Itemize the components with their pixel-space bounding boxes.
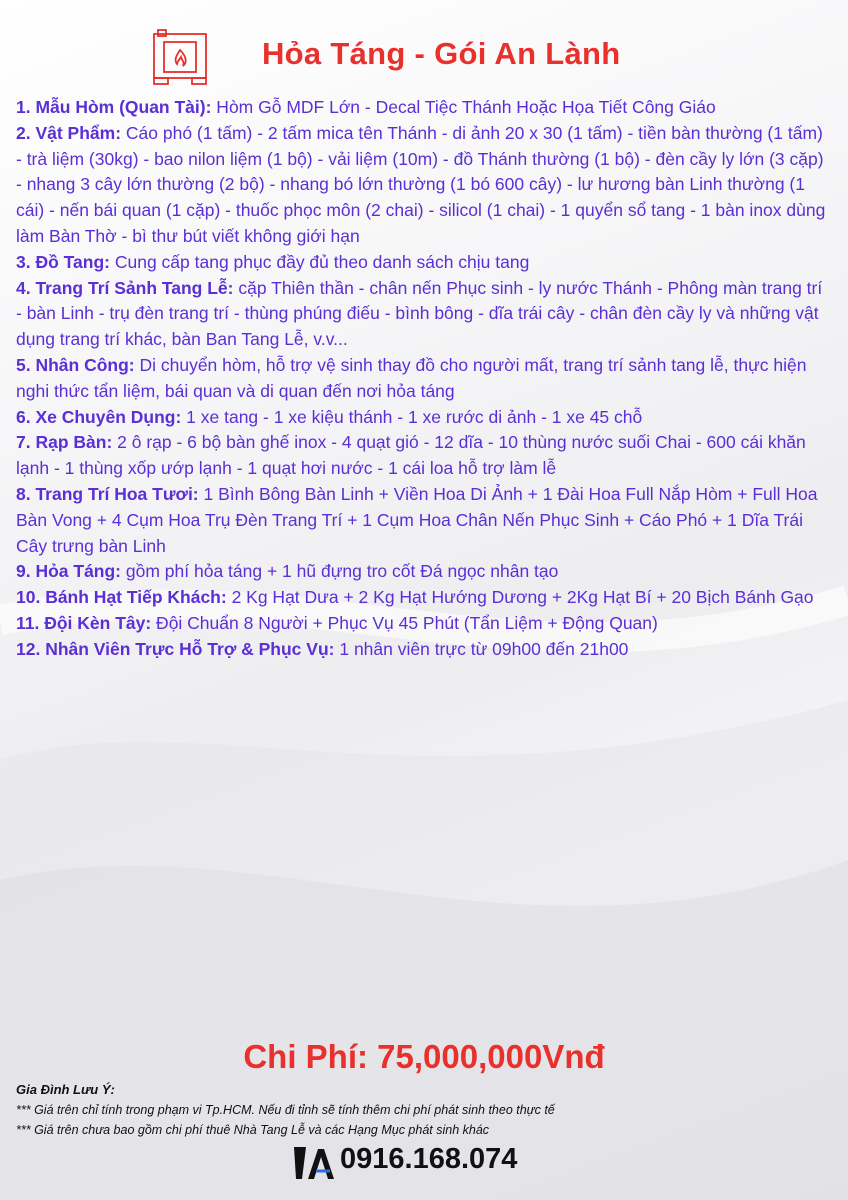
package-item-label: 1. Mẫu Hòm (Quan Tài): xyxy=(16,97,212,117)
package-item-label: 5. Nhân Công: xyxy=(16,354,135,375)
package-item-text: gồm phí hỏa táng + 1 hũ đựng tro cốt Đá ngọc nhân tạo xyxy=(121,561,559,582)
package-item xyxy=(16,405,832,431)
package-item xyxy=(16,250,832,276)
package-item xyxy=(16,585,832,611)
package-item xyxy=(16,611,832,637)
package-item-text: Di chuyển hòm, hỗ trợ vệ sinh thay đồ cho người mất, trang trí sảnh tang lễ, thực hiện nghi thức tẩn liệm, bái quan và di quan đến nơi hỏa táng xyxy=(16,354,807,401)
package-item xyxy=(16,95,832,121)
package-item xyxy=(16,276,832,353)
package-item-label: 7. Rạp Bàn: xyxy=(16,432,113,453)
package-item-label: 10. Bánh Hạt Tiếp Khách: xyxy=(16,587,227,608)
package-item-text: Đội Chuẩn 8 Người + Phục Vụ 45 Phút (Tẩn Liệm + Động Quan) xyxy=(151,612,658,633)
phone-number[interactable]: 0916.168.074 xyxy=(340,1143,518,1175)
note-line: *** Giá trên chưa bao gồm chi phí thuê Nhà Tang Lễ và các Hạng Mục phát sinh khác xyxy=(16,1123,490,1137)
package-item-text: Hòm Gỗ MDF Lớn - Decal Tiệc Thánh Hoặc Họa Tiết Công Giáo xyxy=(211,97,716,117)
package-item-label: 12. Nhân Viên Trực Hỗ Trợ & Phục Vụ: xyxy=(16,638,335,659)
package-item-text: 2 ô rạp - 6 bộ bàn ghế inox - 4 quạt gió - 12 dĩa - 10 thùng nước suối Chai - 600 cái khăn lạnh - 1 thùng xốp ướp lạnh - 1 quạt hơi nước - 1 cái loa hỗ trợ làm lễ xyxy=(16,432,806,479)
package-item-label: 3. Đồ Tang: xyxy=(16,251,110,272)
package-item-list xyxy=(16,95,832,663)
price-total: Chi Phí: 75,000,000Vnđ xyxy=(243,1038,605,1075)
package-item-text: 2 Kg Hạt Dưa + 2 Kg Hạt Hướng Dương + 2Kg Hạt Bí + 20 Bịch Bánh Gạo xyxy=(226,587,814,608)
note-line: *** Giá trên chỉ tính trong phạm vi Tp.HCM. Nếu đi tỉnh sẽ tính thêm chi phí phát sinh theo thực tế xyxy=(16,1103,555,1117)
package-item-label: 11. Đội Kèn Tây: xyxy=(16,612,152,633)
package-item-text: Cáo phó (1 tấm) - 2 tấm mica tên Thánh - di ảnh 20 x 30 (1 tấm) - tiền bàn thường (1 tấm) - trà liệm (30kg) - bao nilon liệm (1 bộ) - vải liệm (10m) - đồ Thánh thường (1 bộ) - đèn cầy ly lớn (3 cặp) - nhang 3 cây lớn thường (2 bộ) - nhang bó lớn thường (1 bó 600 cây) - lư hương bàn Linh thường (1 cái) - nến bái quan (1 cặp) - thuốc phọc môn (2 chai) - silicol (1 chai) - 1 quyển sổ tang - 1 bàn inox dùng làm Bàn Thờ - bì thư bút viết không giới hạn xyxy=(16,122,826,246)
package-item-label: 4. Trang Trí Sảnh Tang Lễ: xyxy=(16,277,234,298)
package-item xyxy=(16,121,832,250)
package-item xyxy=(16,559,832,585)
package-item-text: cặp Thiên thần - chân nến Phục sinh - ly nước Thánh - Phông màn trang trí - bàn Linh - trụ đèn trang trí - thùng phúng điếu - bình bông - dĩa trái cây - chân đèn cầy ly và những vật dụng trang trí khác, bàn Ban Tang Lễ, v.v... xyxy=(16,277,823,350)
package-item-text: 1 nhân viên trực từ 09h00 đến 21h00 xyxy=(334,638,629,659)
package-item xyxy=(16,353,832,405)
package-item-label: 8. Trang Trí Hoa Tươi: xyxy=(16,483,199,504)
package-item xyxy=(16,482,832,559)
header xyxy=(0,28,848,86)
package-item-text: 1 Bình Bông Bàn Linh + Viền Hoa Di Ảnh + 1 Đài Hoa Full Nắp Hòm + Full Hoa Bàn Vong + 4 Cụm Hoa Trụ Đèn Trang Trí + 1 Cụm Hoa Chân Nến Phục Sinh + Cáo Phó + 1 Dĩa Trái Cây trưng bàn Linh xyxy=(16,483,818,556)
package-item-text: Cung cấp tang phục đầy đủ theo danh sách chịu tang xyxy=(109,251,530,272)
notes-title: Gia Đình Lưu Ý: xyxy=(16,1082,115,1097)
package-item-label: 9. Hỏa Táng: xyxy=(16,561,122,582)
cremation-furnace-icon xyxy=(150,28,210,86)
page-title: Hỏa Táng - Gói An Lành xyxy=(262,36,621,71)
brand-logo-icon xyxy=(292,1145,336,1181)
package-item-text: 1 xe tang - 1 xe kiệu thánh - 1 xe rước di ảnh - 1 xe 45 chỗ xyxy=(181,406,643,427)
package-item-label: 6. Xe Chuyên Dụng: xyxy=(16,406,182,427)
notes-section xyxy=(16,1080,836,1140)
package-item xyxy=(16,637,832,663)
package-item-label: 2. Vật Phẩm: xyxy=(16,122,122,143)
package-item xyxy=(16,430,832,482)
